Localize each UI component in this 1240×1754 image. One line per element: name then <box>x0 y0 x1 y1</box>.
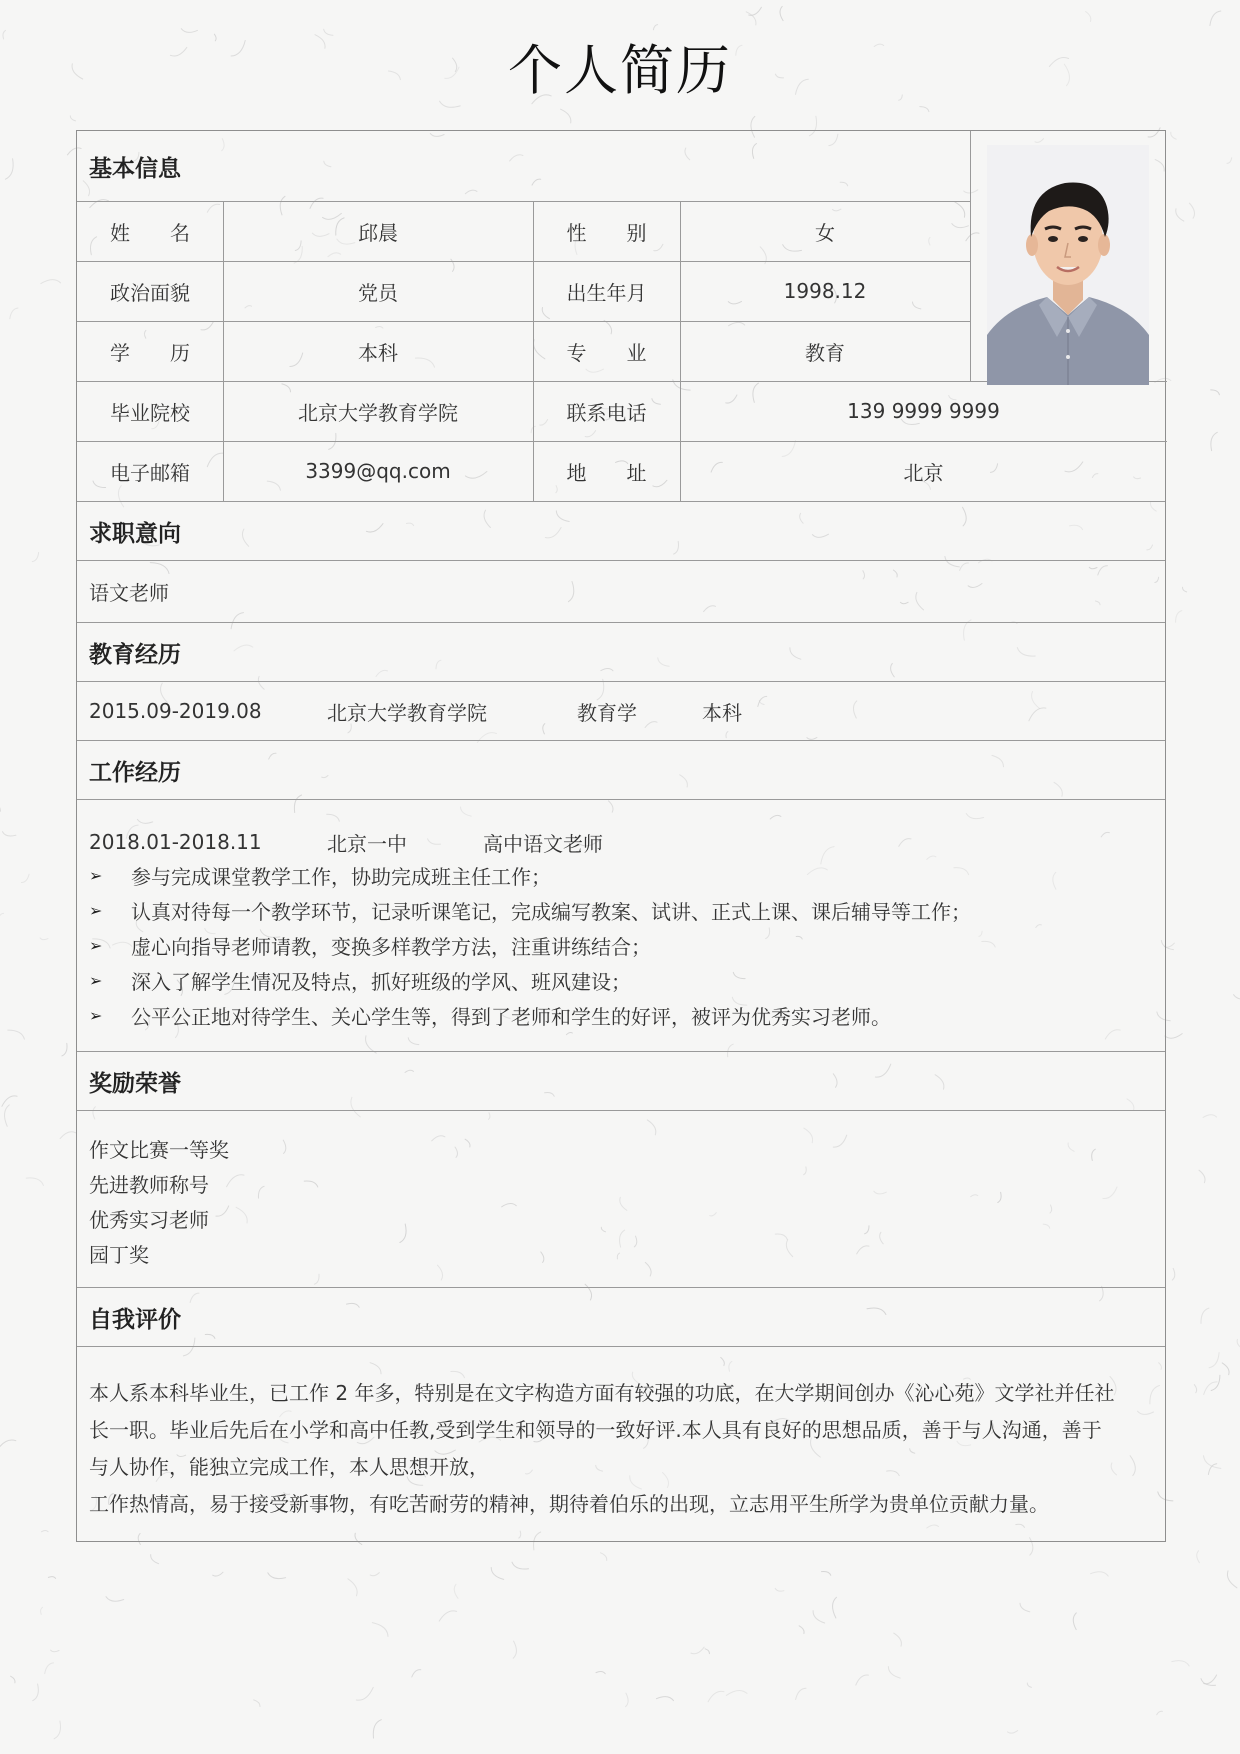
work-bullet-text: 虚心向指导老师请教，变换多样教学方法，注重讲练结合； <box>131 935 651 959</box>
work-bullet <box>89 998 1153 1033</box>
work-bullet-text: 参与完成课堂教学工作，协助完成班主任工作； <box>131 865 551 889</box>
label-birth-date: 出生年月 <box>566 280 647 305</box>
resume-table <box>76 130 1166 1542</box>
work-body <box>77 799 1165 1051</box>
work-position: 高中语文老师 <box>483 831 603 856</box>
education-degree: 本科 <box>702 700 742 725</box>
section-self-evaluation <box>77 1287 1165 1541</box>
section-heading-education: 教育经历 <box>89 641 181 668</box>
award-item: 作文比赛一等奖 <box>89 1138 229 1162</box>
section-awards <box>77 1051 1165 1287</box>
self-evaluation-body <box>77 1346 1165 1541</box>
arrow-bullet-icon: ➢ <box>89 971 103 990</box>
label-school: 毕业院校 <box>110 400 190 425</box>
work-bullet <box>89 893 1153 928</box>
self-evaluation-line: 本人系本科毕业生，已工作 2 年多，特别是在文字构造方面有较强的功底，在大学期间创办《沁心苑》文学社并任社 <box>89 1381 1115 1405</box>
section-heading-self-evaluation: 自我评价 <box>89 1306 181 1333</box>
label-email: 电子邮箱 <box>110 460 190 485</box>
award-item: 优秀实习老师 <box>89 1208 209 1232</box>
value-birth-date: 1998.12 <box>783 279 867 303</box>
section-heading-objective: 求职意向 <box>89 520 181 547</box>
work-bullet-text: 深入了解学生情况及特点，抓好班级的学风、班风建设； <box>131 970 631 994</box>
value-phone: 139 9999 9999 <box>847 399 1000 423</box>
page-title: 个人简历 <box>508 39 732 102</box>
label-political-status: 政治面貌 <box>110 280 190 305</box>
label-phone: 联系电话 <box>566 400 647 425</box>
label-education-level: 学 历 <box>110 340 190 365</box>
value-gender: 女 <box>815 220 835 245</box>
work-bullet-text: 认真对待每一个教学环节，记录听课笔记，完成编写教案、试讲、正式上课、课后辅导等工作； <box>131 900 971 924</box>
arrow-bullet-icon: ➢ <box>89 866 103 885</box>
award-item: 园丁奖 <box>89 1243 149 1267</box>
education-period: 2015.09-2019.08 <box>89 699 262 723</box>
work-bullet <box>89 963 1153 998</box>
self-evaluation-line: 与人协作，能独立完成工作，本人思想开放， <box>89 1455 489 1479</box>
self-evaluation-line: 长一职。毕业后先后在小学和高中任教,受到学生和领导的一致好评.本人具有良好的思想品质，善于与人沟通，善于 <box>89 1418 1102 1442</box>
education-school: 北京大学教育学院 <box>327 700 487 725</box>
value-name: 邱晨 <box>358 220 398 245</box>
arrow-bullet-icon: ➢ <box>89 1006 103 1025</box>
objective-body <box>77 560 1165 622</box>
section-heading-awards: 奖励荣誉 <box>89 1070 181 1097</box>
work-bullet-text: 公平公正地对待学生、关心学生等，得到了老师和学生的好评，被评为优秀实习老师。 <box>131 1005 891 1029</box>
label-major: 专 业 <box>566 340 647 365</box>
profile-photo <box>987 145 1149 385</box>
value-political-status: 党员 <box>358 280 398 305</box>
section-objective <box>77 501 1165 622</box>
education-major: 教育学 <box>577 700 637 725</box>
value-major: 教育 <box>805 340 845 365</box>
section-heading-work: 工作经历 <box>89 759 181 786</box>
work-period: 2018.01-2018.11 <box>89 830 262 854</box>
basic-info-block <box>77 131 1165 501</box>
work-company: 北京一中 <box>327 831 407 856</box>
arrow-bullet-icon: ➢ <box>89 901 103 920</box>
section-work <box>77 740 1165 1051</box>
section-heading-basic: 基本信息 <box>89 155 181 182</box>
value-school: 北京大学教育学院 <box>298 400 458 425</box>
self-evaluation-line: 工作热情高，易于接受新事物，有吃苦耐劳的精神，期待着伯乐的出现，立志用平生所学为贵单位贡献力量。 <box>89 1492 1049 1516</box>
objective-value: 语文老师 <box>89 581 169 605</box>
value-address: 北京 <box>903 460 944 485</box>
label-address: 地 址 <box>566 460 647 485</box>
award-item: 先进教师称号 <box>89 1173 209 1197</box>
work-bullet <box>89 858 1153 893</box>
work-bullet <box>89 928 1153 963</box>
label-gender: 性 别 <box>566 220 647 245</box>
arrow-bullet-icon: ➢ <box>89 936 103 955</box>
value-email: 3399@qq.com <box>305 459 451 483</box>
value-education-level: 本科 <box>358 340 398 365</box>
label-name: 姓 名 <box>110 220 190 245</box>
education-body <box>77 681 1165 740</box>
section-education <box>77 622 1165 740</box>
awards-body <box>77 1110 1165 1287</box>
